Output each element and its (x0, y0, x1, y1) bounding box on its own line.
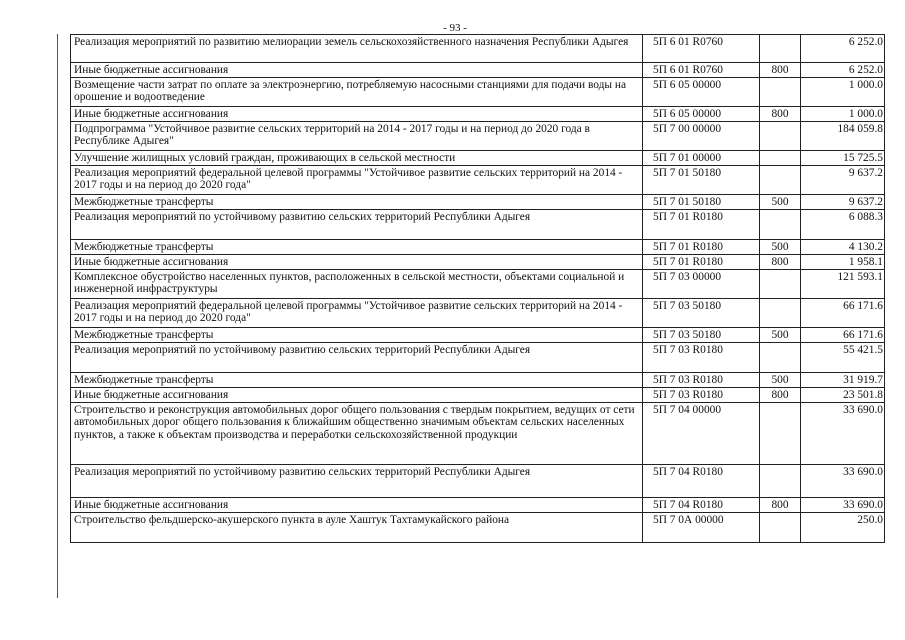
table-body (71, 35, 885, 543)
row-amount-cell: 6 088.3 (801, 210, 885, 240)
row-code-cell: 5П 7 01 R0180 (643, 240, 760, 255)
row-code-cell: 5П 6 05 00000 (643, 78, 760, 107)
row-code-cell: 5П 7 03 R0180 (643, 373, 760, 388)
row-code-cell: 5П 7 0А 00000 (643, 513, 760, 543)
row-amount-cell: 66 171.6 (801, 328, 885, 343)
row-type-cell: 500 (760, 195, 801, 210)
row-name-cell: Иные бюджетные ассигнования (71, 255, 643, 270)
row-name-cell: Комплексное обустройство населенных пунктов, расположенных в сельской местности, объектами социальной и инженерной инфраструктуры (71, 270, 643, 299)
row-amount-cell: 33 690.0 (801, 403, 885, 465)
row-amount-cell: 184 059.8 (801, 122, 885, 151)
row-amount-cell: 66 171.6 (801, 299, 885, 328)
table-row (71, 373, 885, 388)
row-amount-cell: 1 000.0 (801, 78, 885, 107)
row-name-cell: Реализация мероприятий федеральной целевой программы "Устойчивое развитие сельских территорий на 2014 - 2017 годы и на период до 2020 года" (71, 299, 643, 328)
row-name-cell: Иные бюджетные ассигнования (71, 498, 643, 513)
row-amount-cell: 4 130.2 (801, 240, 885, 255)
row-code-cell: 5П 6 01 R0760 (643, 35, 760, 63)
row-name-cell: Иные бюджетные ассигнования (71, 107, 643, 122)
row-type-cell (760, 343, 801, 373)
row-code-cell: 5П 7 04 R0180 (643, 498, 760, 513)
row-amount-cell: 9 637.2 (801, 166, 885, 195)
row-code-cell: 5П 7 03 50180 (643, 299, 760, 328)
table-row (71, 78, 885, 107)
row-name-cell: Межбюджетные трансферты (71, 240, 643, 255)
row-name-cell: Реализация мероприятий по развитию мелиорации земель сельскохозяйственного назначения Республики Адыгея (71, 35, 643, 63)
table-row (71, 63, 885, 78)
table-row (71, 107, 885, 122)
row-name-cell: Иные бюджетные ассигнования (71, 63, 643, 78)
row-amount-cell: 250.0 (801, 513, 885, 543)
row-name-cell: Реализация мероприятий федеральной целевой программы "Устойчивое развитие сельских территорий на 2014 - 2017 годы и на период до 2020 года" (71, 166, 643, 195)
row-name-cell: Улучшение жилищных условий граждан, проживающих в сельской местности (71, 151, 643, 166)
table-row (71, 151, 885, 166)
row-code-cell: 5П 7 03 00000 (643, 270, 760, 299)
row-name-cell: Межбюджетные трансферты (71, 195, 643, 210)
row-code-cell: 5П 6 01 R0760 (643, 63, 760, 78)
row-type-cell: 800 (760, 388, 801, 403)
row-code-cell: 5П 7 01 50180 (643, 166, 760, 195)
row-code-cell: 5П 7 03 R0180 (643, 343, 760, 373)
table-row (71, 195, 885, 210)
budget-table (70, 34, 885, 543)
table-row (71, 328, 885, 343)
row-code-cell: 5П 7 01 00000 (643, 151, 760, 166)
row-amount-cell: 31 919.7 (801, 373, 885, 388)
row-code-cell: 5П 7 01 R0180 (643, 255, 760, 270)
row-name-cell: Иные бюджетные ассигнования (71, 388, 643, 403)
row-amount-cell: 9 637.2 (801, 195, 885, 210)
row-type-cell: 500 (760, 328, 801, 343)
row-type-cell (760, 513, 801, 543)
row-amount-cell: 6 252.0 (801, 63, 885, 78)
row-code-cell: 5П 7 04 R0180 (643, 465, 760, 498)
row-amount-cell: 1 000.0 (801, 107, 885, 122)
row-amount-cell: 33 690.0 (801, 465, 885, 498)
row-type-cell: 800 (760, 498, 801, 513)
row-code-cell: 5П 7 01 R0180 (643, 210, 760, 240)
row-type-cell: 800 (760, 107, 801, 122)
row-type-cell (760, 166, 801, 195)
row-code-cell: 5П 7 04 00000 (643, 403, 760, 465)
row-amount-cell: 121 593.1 (801, 270, 885, 299)
row-code-cell: 5П 7 01 50180 (643, 195, 760, 210)
table-row (71, 240, 885, 255)
table-row (71, 35, 885, 63)
table-row (71, 513, 885, 543)
row-type-cell (760, 78, 801, 107)
table-row (71, 166, 885, 195)
table-row (71, 210, 885, 240)
row-amount-cell: 55 421.5 (801, 343, 885, 373)
table-row (71, 299, 885, 328)
row-code-cell: 5П 6 05 00000 (643, 107, 760, 122)
table-row (71, 388, 885, 403)
row-type-cell (760, 122, 801, 151)
table-row (71, 270, 885, 299)
row-type-cell: 800 (760, 255, 801, 270)
row-type-cell (760, 35, 801, 63)
row-type-cell (760, 151, 801, 166)
row-amount-cell: 23 501.8 (801, 388, 885, 403)
row-type-cell: 800 (760, 63, 801, 78)
table-row (71, 498, 885, 513)
row-amount-cell: 1 958.1 (801, 255, 885, 270)
row-type-cell: 500 (760, 373, 801, 388)
row-code-cell: 5П 7 00 00000 (643, 122, 760, 151)
row-name-cell: Подпрограмма "Устойчивое развитие сельских территорий на 2014 - 2017 годы и на период до 2020 года в Республике Адыгея" (71, 122, 643, 151)
row-code-cell: 5П 7 03 50180 (643, 328, 760, 343)
row-name-cell: Реализация мероприятий по устойчивому развитию сельских территорий Республики Адыгея (71, 343, 643, 373)
table-row (71, 122, 885, 151)
row-name-cell: Строительство фельдшерско-акушерского пункта в ауле Хаштук Тахтамукайского района (71, 513, 643, 543)
table-row (71, 403, 885, 465)
row-name-cell: Строительство и реконструкция автомобильных дорог общего пользования с твердым покрытием, ведущих от сети автомобильных дорог общего пользования к ближайшим общественно значимым объектам сельских населенных пунктов, а также к объектам производства и переработки сельскохозяйственной продукции (71, 403, 643, 465)
row-amount-cell: 33 690.0 (801, 498, 885, 513)
row-amount-cell: 6 252.0 (801, 35, 885, 63)
row-name-cell: Межбюджетные трансферты (71, 373, 643, 388)
margin-line (57, 34, 58, 598)
row-type-cell (760, 210, 801, 240)
row-amount-cell: 15 725.5 (801, 151, 885, 166)
row-name-cell: Возмещение части затрат по оплате за электроэнергию, потребляемую насосными станциями для подачи воды на орошение и водоотведение (71, 78, 643, 107)
row-type-cell: 500 (760, 240, 801, 255)
row-name-cell: Реализация мероприятий по устойчивому развитию сельских территорий Республики Адыгея (71, 210, 643, 240)
row-name-cell: Реализация мероприятий по устойчивому развитию сельских территорий Республики Адыгея (71, 465, 643, 498)
table-row (71, 343, 885, 373)
row-code-cell: 5П 7 03 R0180 (643, 388, 760, 403)
row-type-cell (760, 270, 801, 299)
table-row (71, 465, 885, 498)
page-number: - 93 - (443, 22, 467, 34)
row-type-cell (760, 403, 801, 465)
row-name-cell: Межбюджетные трансферты (71, 328, 643, 343)
row-type-cell (760, 465, 801, 498)
table-row (71, 255, 885, 270)
row-type-cell (760, 299, 801, 328)
